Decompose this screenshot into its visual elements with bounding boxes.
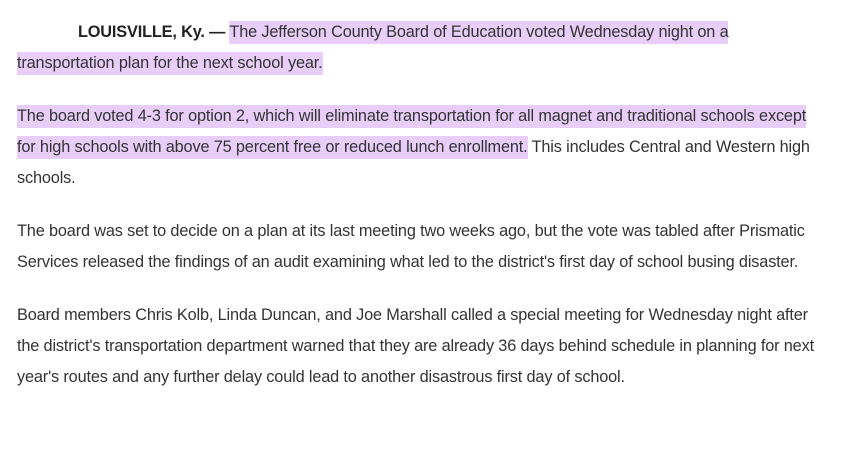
paragraph-text: This includes Central and Western high schools.	[17, 138, 810, 187]
paragraph-2	[17, 101, 827, 194]
article-body	[17, 17, 827, 415]
highlighted-text[interactable]: The board voted 4-3 for option 2, which will eliminate transportation for all magnet and traditional schools except for high schools with above 75 percent free or reduced lunch enrollment.	[17, 105, 806, 159]
paragraph-4: Board members Chris Kolb, Linda Duncan, and Joe Marshall called a special meeting for Wednesday night after the district's transportation department warned that they are already 36 days behind schedule in planning for next year's routes and any further delay could lead to another disastrous first day of school.	[17, 306, 814, 386]
highlighted-text[interactable]: The Jefferson County Board of Education voted Wednesday night on a transportation plan for the next school year.	[17, 21, 728, 75]
paragraph-1	[17, 17, 827, 79]
dateline: LOUISVILLE, Ky. —	[78, 23, 226, 41]
paragraph-3: The board was set to decide on a plan at its last meeting two weeks ago, but the vote was tabled after Prismatic Services released the findings of an audit examining what led to the district's first day of school busing disaster.	[17, 222, 805, 271]
